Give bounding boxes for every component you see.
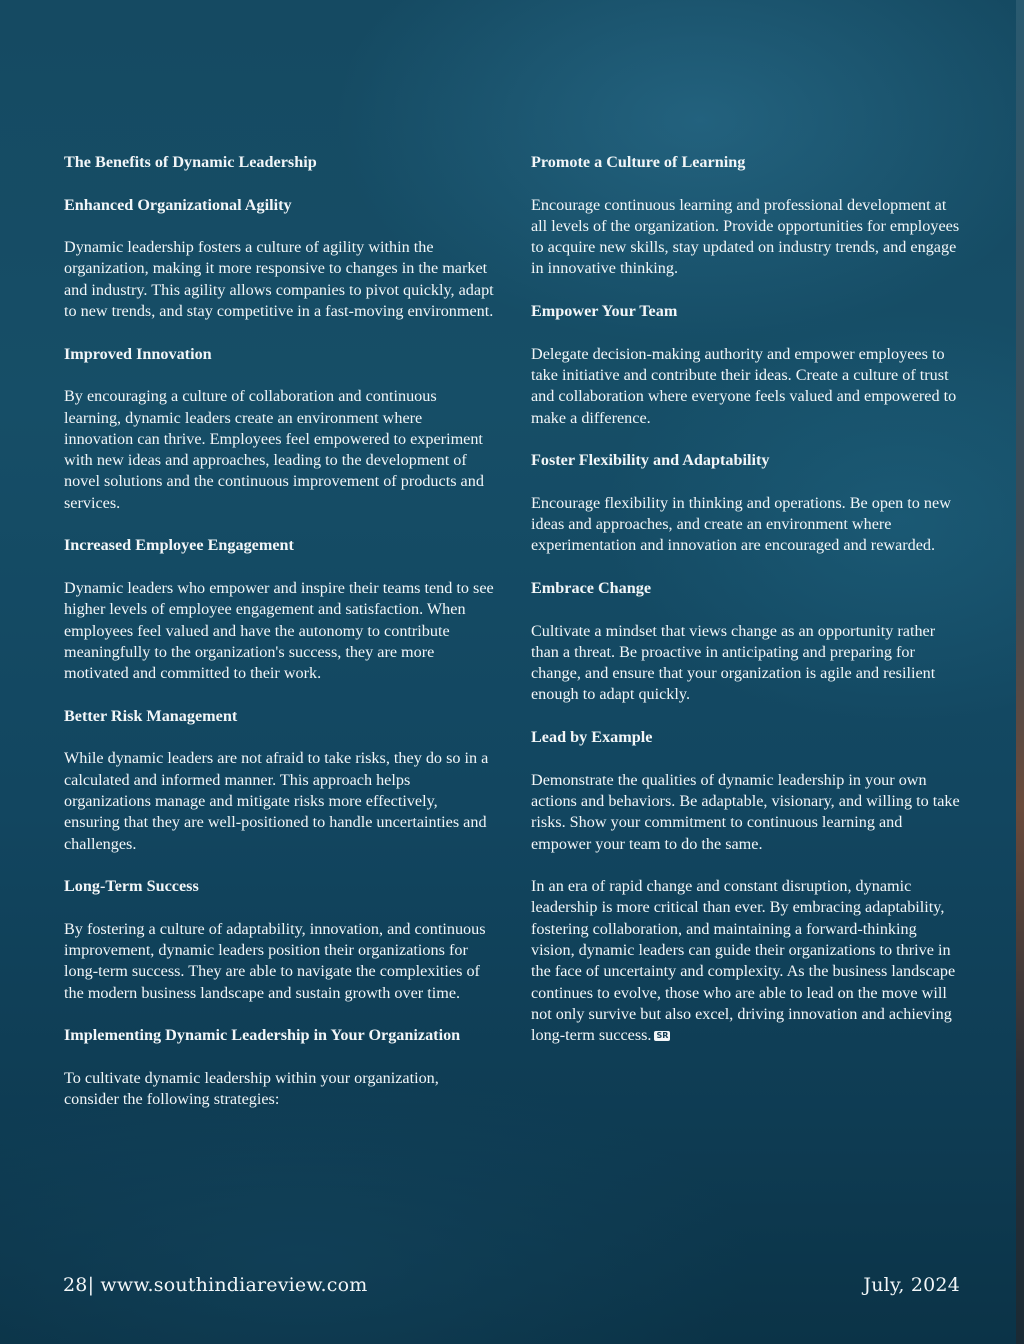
heading-text: Embrace Change: [531, 578, 652, 597]
body-paragraph: [531, 493, 961, 557]
paragraph-text: Encourage flexibility in thinking and operations. Be open to new ideas and approaches, and create an environment where experimentation and innovation are encouraged and rewarded.: [531, 493, 951, 555]
body-paragraph: [64, 919, 494, 1004]
section-heading-implementing-dynamic-leadership-in-your-organization: [64, 1025, 494, 1046]
paragraph-text: Dynamic leadership fosters a culture of agility within the organization, making it more responsive to changes in the market and industry. This agility allows companies to pivot quickly, adapt to new trends, and stay competitive in a fast-moving environment.: [64, 238, 494, 321]
sr-end-mark-icon: SR: [656, 1031, 669, 1041]
body-paragraph: [64, 386, 494, 514]
paragraph-text: In an era of rapid change and constant disruption, dynamic leadership is more critical than ever. By embracing adaptability, fostering collaboration, and maintaining a forward-thinking vision, dynamic leaders can guide their organizations to thrive in the face of uncertainty and complexity. As the business landscape continues to evolve, those who are able to lead on the move will not only survive but also excel, driving innovation and achieving long-term success.: [531, 877, 956, 1045]
paragraph-text: Cultivate a mindset that views change as an opportunity rather than a threat. Be proactive in anticipating and preparing for change, and ensure that your organization is agile and resilient enough to adapt quickly.: [531, 621, 936, 704]
paragraph-text: Encourage continuous learning and professional development at all levels of the organization. Provide opportunities for employees to acquire new skills, stay updated on industry trends, and engage in innovative thinking.: [531, 195, 960, 278]
section-heading-lead-by-example: [531, 727, 961, 748]
heading-text: Implementing Dynamic Leadership in Your Organization: [64, 1026, 461, 1045]
body-paragraph: [531, 344, 961, 429]
section-heading-long-term-success: [64, 876, 494, 897]
paragraph-text: Delegate decision-making authority and empower employees to take initiative and contribute their ideas. Create a culture of trust and collaboration where everyone feels valued and empowered to make a difference.: [531, 344, 957, 427]
heading-text: Better Risk Management: [64, 706, 238, 725]
section-heading-empower-your-team: [531, 301, 961, 322]
body-paragraph: [64, 748, 494, 854]
section-heading-embrace-change: [531, 578, 961, 599]
heading-text: Promote a Culture of Learning: [531, 153, 746, 171]
heading-text: Improved Innovation: [64, 344, 212, 363]
paragraph-text: By encouraging a culture of collaboration and continuous learning, dynamic leaders create an environment where innovation can thrive. Employees feel empowered to experiment with new ideas and approaches, leading to the development of novel solutions and the continuous improvement of products and services.: [64, 387, 484, 512]
section-heading-promote-a-culture-of-learning: [531, 152, 961, 173]
article-left-column: [64, 152, 494, 1110]
footer-page-url[interactable]: 28| www.southindiareview.com: [63, 1274, 368, 1296]
body-paragraph: [531, 876, 961, 1046]
heading-text: Empower Your Team: [531, 302, 678, 321]
paragraph-text: Demonstrate the qualities of dynamic leadership in your own actions and behaviors. Be adaptable, visionary, and willing to take risks. Show your commitment to continuous learning and empower your team to do the same.: [531, 770, 960, 853]
body-paragraph: [64, 237, 494, 322]
heading-text: Increased Employee Engagement: [64, 536, 294, 555]
body-paragraph: [531, 621, 961, 706]
paragraph-text: By fostering a culture of adaptability, innovation, and continuous improvement, dynamic leaders position their organizations for long-term success. They are able to navigate the complexities of the modern business landscape and sustain growth over time.: [64, 919, 486, 1002]
paragraph-text: Dynamic leaders who empower and inspire their teams tend to see higher levels of employee engagement and satisfaction. When employees feel valued and have the autonomy to contribute meaningfully to the organization's success, they are more motivated and committed to their work.: [64, 578, 494, 683]
body-paragraph: [64, 1068, 494, 1111]
footer-issue-date: July, 2024: [863, 1274, 960, 1296]
paragraph-text: While dynamic leaders are not afraid to take risks, they do so in a calculated and informed manner. This approach helps organizations manage and mitigate risks more effectively, ensuring that they are well-positioned to handle uncertainties and challenges.: [64, 749, 489, 853]
body-paragraph: [531, 195, 961, 280]
heading-text: Lead by Example: [531, 728, 653, 747]
section-heading-enhanced-organizational-agility: [64, 195, 494, 216]
heading-text: Long-Term Success: [64, 877, 199, 896]
paragraph-text: To cultivate dynamic leadership within your organization, consider the following strategies:: [64, 1068, 439, 1109]
section-heading-improved-innovation: [64, 344, 494, 365]
heading-text: Enhanced Organizational Agility: [64, 195, 292, 214]
section-heading-increased-employee-engagement: [64, 535, 494, 556]
body-paragraph: [531, 770, 961, 855]
heading-text: The Benefits of Dynamic Leadership: [64, 153, 317, 171]
section-heading-better-risk-management: [64, 706, 494, 727]
page-edge: [1016, 0, 1024, 1344]
section-heading-the-benefits-of-dynamic-leadership: [64, 152, 494, 173]
article-right-column: [531, 152, 961, 1046]
heading-text: Foster Flexibility and Adaptability: [531, 451, 770, 470]
section-heading-foster-flexibility-and-adaptability: [531, 450, 961, 471]
body-paragraph: [64, 578, 494, 684]
